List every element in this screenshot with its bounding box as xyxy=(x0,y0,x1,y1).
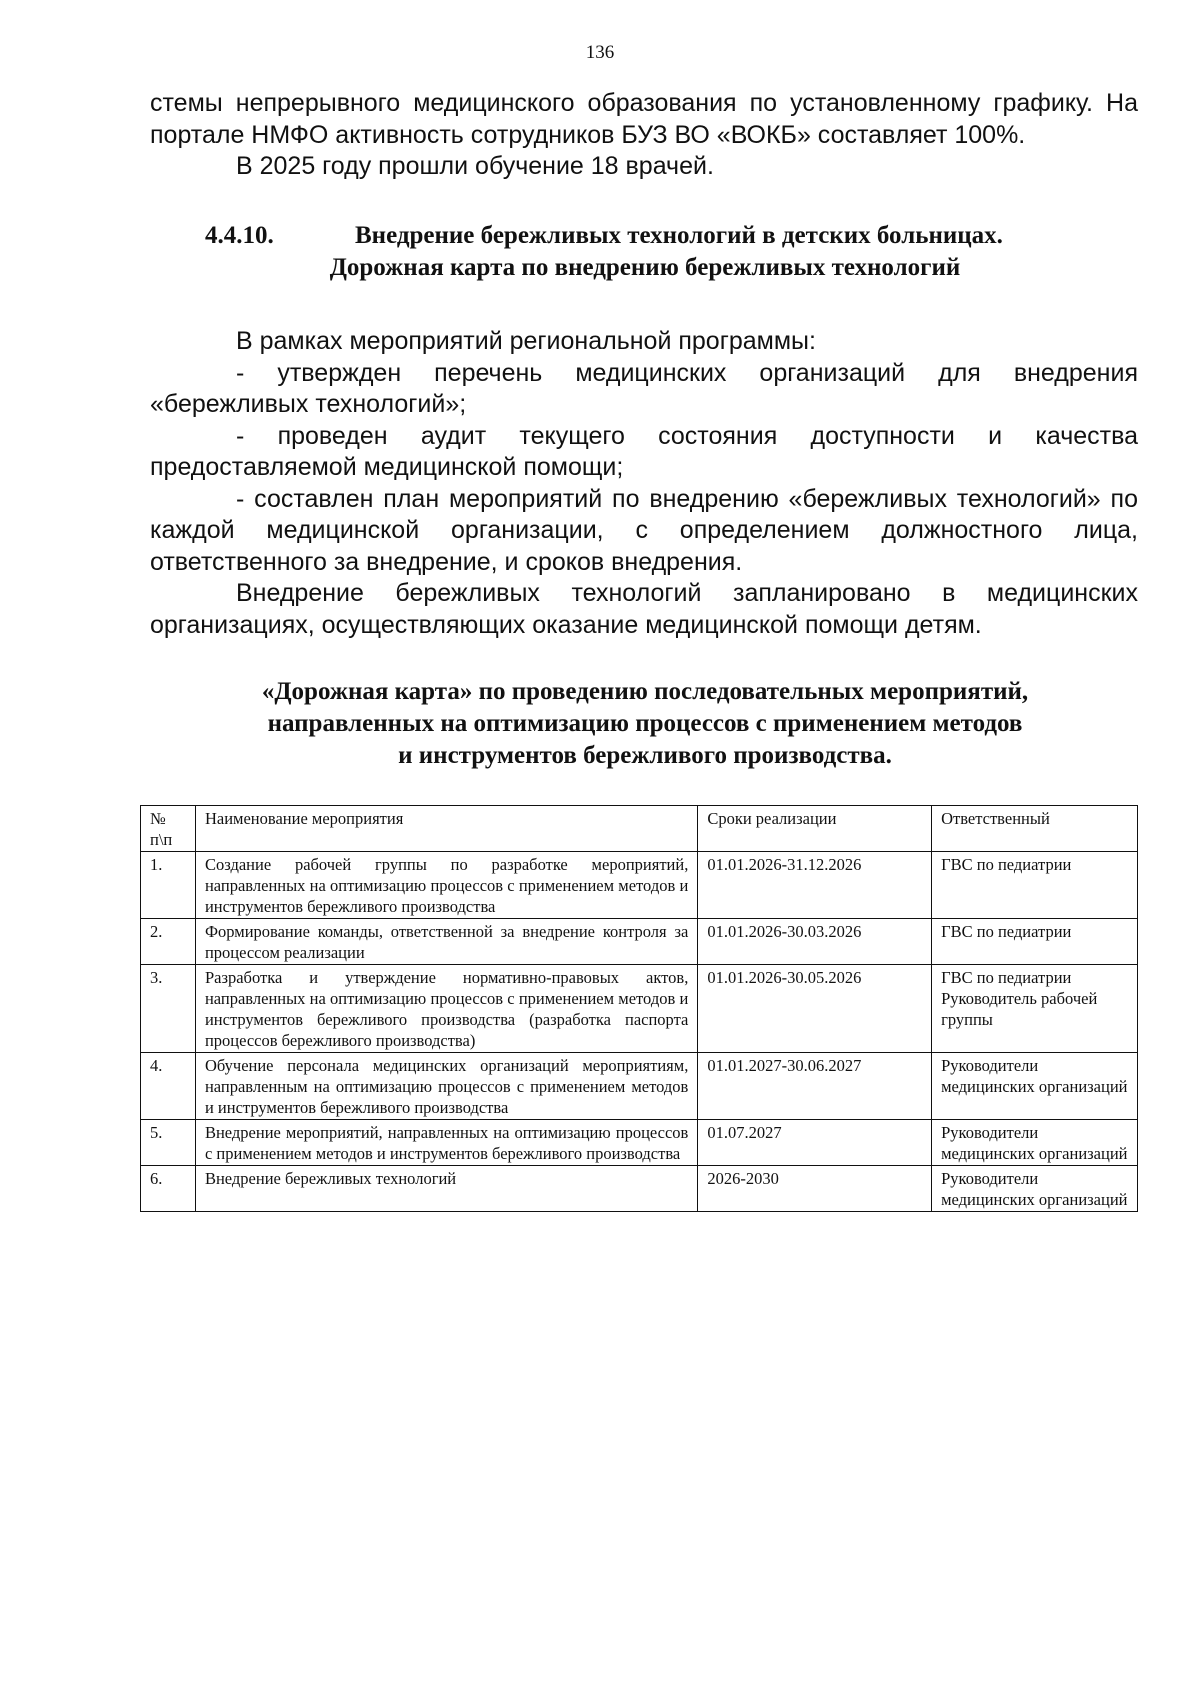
row-responsible: Руководители медицинских организаций xyxy=(932,1120,1138,1166)
table-row xyxy=(141,1120,1138,1166)
intro-block xyxy=(150,88,1138,183)
roadmap-table xyxy=(140,805,1138,1212)
row-responsible: Руководители медицинских организаций xyxy=(932,1053,1138,1120)
row-responsible: ГВС по педиатрии xyxy=(932,852,1138,919)
section-number: 4.4.10. xyxy=(205,222,274,249)
table-header-row xyxy=(141,806,1138,852)
intro-trained: В 2025 году прошли обучение 18 врачей. xyxy=(236,152,714,180)
table-row xyxy=(141,919,1138,965)
row-responsible: Руководители медицинских организаций xyxy=(932,1166,1138,1212)
row-num: 1. xyxy=(141,852,196,919)
header-activity: Наименование мероприятия xyxy=(195,806,697,852)
table-row xyxy=(141,965,1138,1053)
row-term: 01.01.2026-30.05.2026 xyxy=(698,965,932,1053)
row-term: 01.01.2027-30.06.2027 xyxy=(698,1053,932,1120)
section-title-line2: Дорожная карта по внедрению бережливых технологий xyxy=(329,254,961,281)
section-title-line1: Внедрение бережливых технологий в детских больницах. xyxy=(355,222,1003,249)
row-term: 01.01.2026-30.03.2026 xyxy=(698,919,932,965)
roadmap-title-line: направленных на оптимизацию процессов с применением методов xyxy=(267,710,1023,737)
row-term: 01.01.2026-31.12.2026 xyxy=(698,852,932,919)
row-num: 4. xyxy=(141,1053,196,1120)
row-activity: Обучение персонала медицинских организаций мероприятиям, направленным на оптимизацию процессов с применением методов и инструментов бережливого производства xyxy=(195,1053,697,1120)
row-term: 2026-2030 xyxy=(698,1166,932,1212)
roadmap-title-line: и инструментов бережливого производства. xyxy=(398,742,892,769)
row-term: 01.07.2027 xyxy=(698,1120,932,1166)
intro-continuation: стемы непрерывного медицинского образования по установленному графику. На портале НМФО активность сотрудников БУЗ ВО «ВОКБ» составляет 100%. xyxy=(150,89,1138,149)
program-closing: Внедрение бережливых технологий запланировано в медицинских организациях, осуществляющих оказание медицинской помощи детям. xyxy=(150,579,1138,639)
program-lead: В рамках мероприятий региональной программы: xyxy=(236,327,816,355)
program-block xyxy=(150,326,1138,641)
header-num: № п\п xyxy=(141,806,196,852)
page-number: 136 xyxy=(585,42,615,63)
row-activity: Внедрение мероприятий, направленных на оптимизацию процессов с применением методов и инструментов бережливого производства xyxy=(195,1120,697,1166)
header-term: Сроки реализации xyxy=(698,806,932,852)
table-row xyxy=(141,1053,1138,1120)
row-activity: Создание рабочей группы по разработке мероприятий, направленных на оптимизацию процессов с применением методов и инструментов бережливого производства xyxy=(195,852,697,919)
row-num: 3. xyxy=(141,965,196,1053)
row-num: 5. xyxy=(141,1120,196,1166)
table-row xyxy=(141,852,1138,919)
row-responsible: ГВС по педиатрии Руководитель рабочей группы xyxy=(932,965,1138,1053)
program-item: - составлен план мероприятий по внедрению «бережливых технологий» по каждой медицинской организации, с определением должностного лица, ответственного за внедрение, и сроков внедрения. xyxy=(150,484,1138,576)
row-activity: Разработка и утверждение нормативно-правовых актов, направленных на оптимизацию процессов с применением методов и инструментов бережливого производства (разработка паспорта процессов бережливого производства) xyxy=(195,965,697,1053)
row-num: 2. xyxy=(141,919,196,965)
roadmap-title-line: «Дорожная карта» по проведению последовательных мероприятий, xyxy=(261,678,1029,705)
table-row xyxy=(141,1166,1138,1212)
row-num: 6. xyxy=(141,1166,196,1212)
header-responsible: Ответственный xyxy=(932,806,1138,852)
roadmap-title xyxy=(150,676,1140,772)
row-activity: Внедрение бережливых технологий xyxy=(195,1166,697,1212)
program-item: - проведен аудит текущего состояния доступности и качества предоставляемой медицинской помощи; xyxy=(150,421,1138,481)
row-responsible: ГВС по педиатрии xyxy=(932,919,1138,965)
program-item: - утвержден перечень медицинских организаций для внедрения «бережливых технологий»; xyxy=(150,358,1138,418)
row-activity: Формирование команды, ответственной за внедрение контроля за процессом реализации xyxy=(195,919,697,965)
